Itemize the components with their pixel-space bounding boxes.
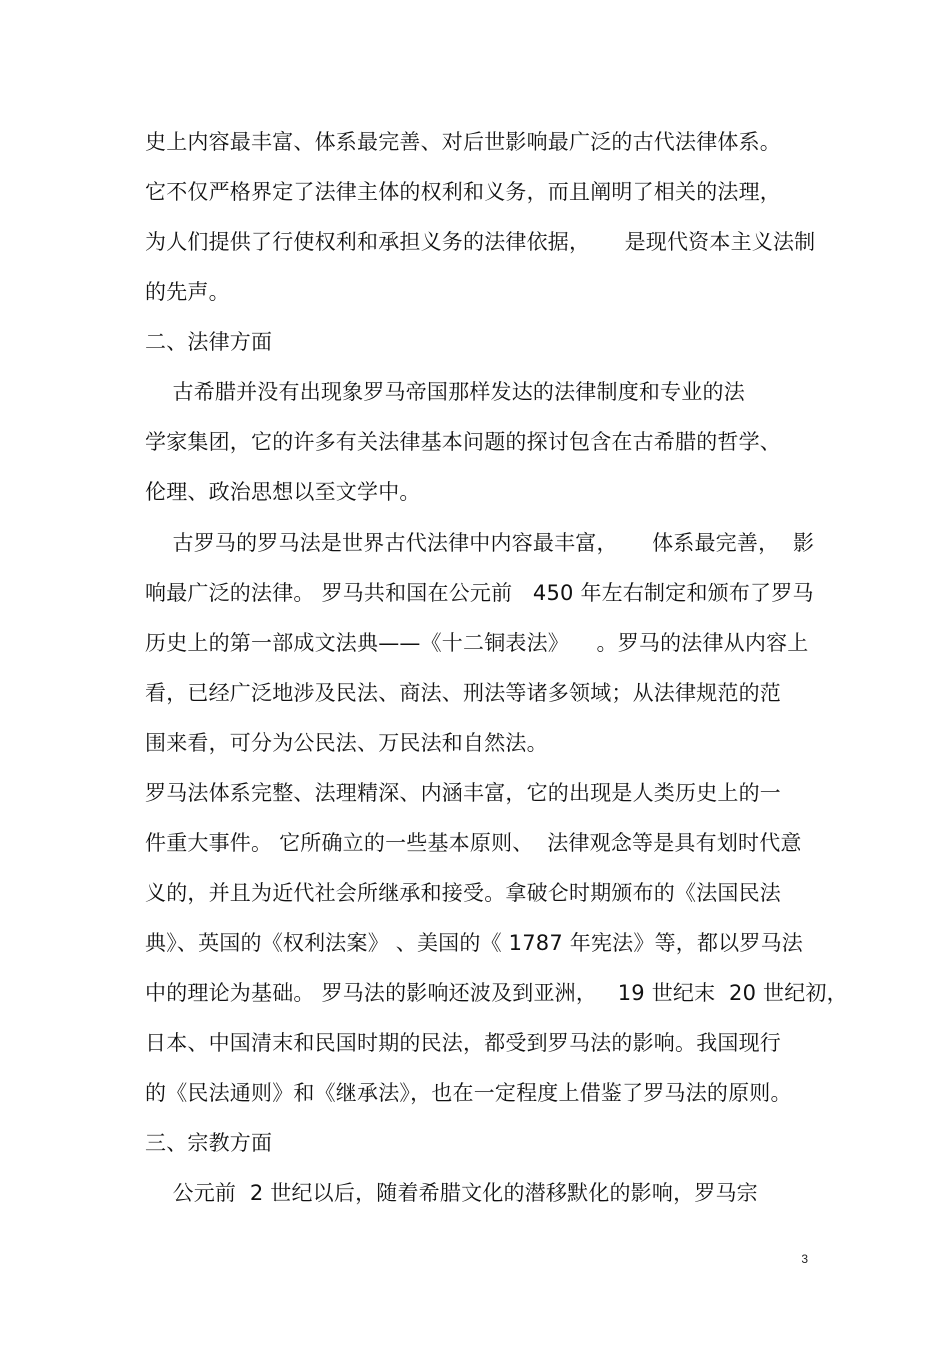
text-line: 它不仅严格界定了法律主体的权利和义务，而且阐明了相关的法理， — [145, 180, 781, 204]
text-line: 伦理、政治思想以至文学中。 — [145, 480, 421, 504]
text-line: 响最广泛的法律。 罗马共和国在公元前 450 年左右制定和颁布了罗马 — [145, 581, 814, 605]
text-line: 为人们提供了行使权利和承担义务的法律依据， 是现代资本主义法制 — [145, 230, 816, 254]
text-line: 的《民法通则》和《继承法》，也在一定程度上借鉴了罗马法的原则。 — [145, 1081, 792, 1105]
text-line: 史上内容最丰富、体系最完善、对后世影响最广泛的古代法律体系。 — [145, 130, 781, 154]
section-heading: 二、法律方面 — [145, 330, 273, 354]
text-line: 罗马法体系完整、法理精深、内涵丰富，它的出现是人类历史上的一 — [145, 781, 781, 805]
text-line: 围来看，可分为公民法、万民法和自然法。 — [145, 731, 548, 755]
text-line: 历史上的第一部成文法典——《十二铜表法》 。罗马的法律从内容上 — [145, 631, 809, 655]
text-line: 义的，并且为近代社会所继承和接受。拿破仑时期颁布的《法国民法 — [145, 881, 781, 905]
text-line: 件重大事件。 它所确立的一些基本原则、 法律观念等是具有划时代意 — [145, 831, 802, 855]
text-line: 的先声。 — [145, 280, 230, 304]
section-heading: 三、宗教方面 — [145, 1131, 273, 1155]
text-line: 日本、中国清末和民国时期的民法，都受到罗马法的影响。我国现行 — [145, 1031, 781, 1055]
text-line: 中的理论为基础。 罗马法的影响还波及到亚洲， 19 世纪末 20 世纪初， — [145, 981, 848, 1005]
text-line: 典》、英国的《权利法案》 、美国的《 1787 年宪法》等，都以罗马法 — [145, 931, 803, 955]
text-line: 古希腊并没有出现象罗马帝国那样发达的法律制度和专业的法 — [145, 380, 745, 404]
text-line: 公元前 2 世纪以后，随着希腊文化的潜移默化的影响，罗马宗 — [145, 1181, 758, 1205]
text-line: 古罗马的罗马法是世界古代法律中内容最丰富， 体系最完善， 影 — [145, 531, 815, 555]
page-number: 3 — [801, 1252, 808, 1266]
text-line: 看，已经广泛地涉及民法、商法、刑法等诸多领域；从法律规范的范 — [145, 681, 781, 705]
text-line: 学家集团，它的许多有关法律基本问题的探讨包含在古希腊的哲学、 — [145, 430, 781, 454]
